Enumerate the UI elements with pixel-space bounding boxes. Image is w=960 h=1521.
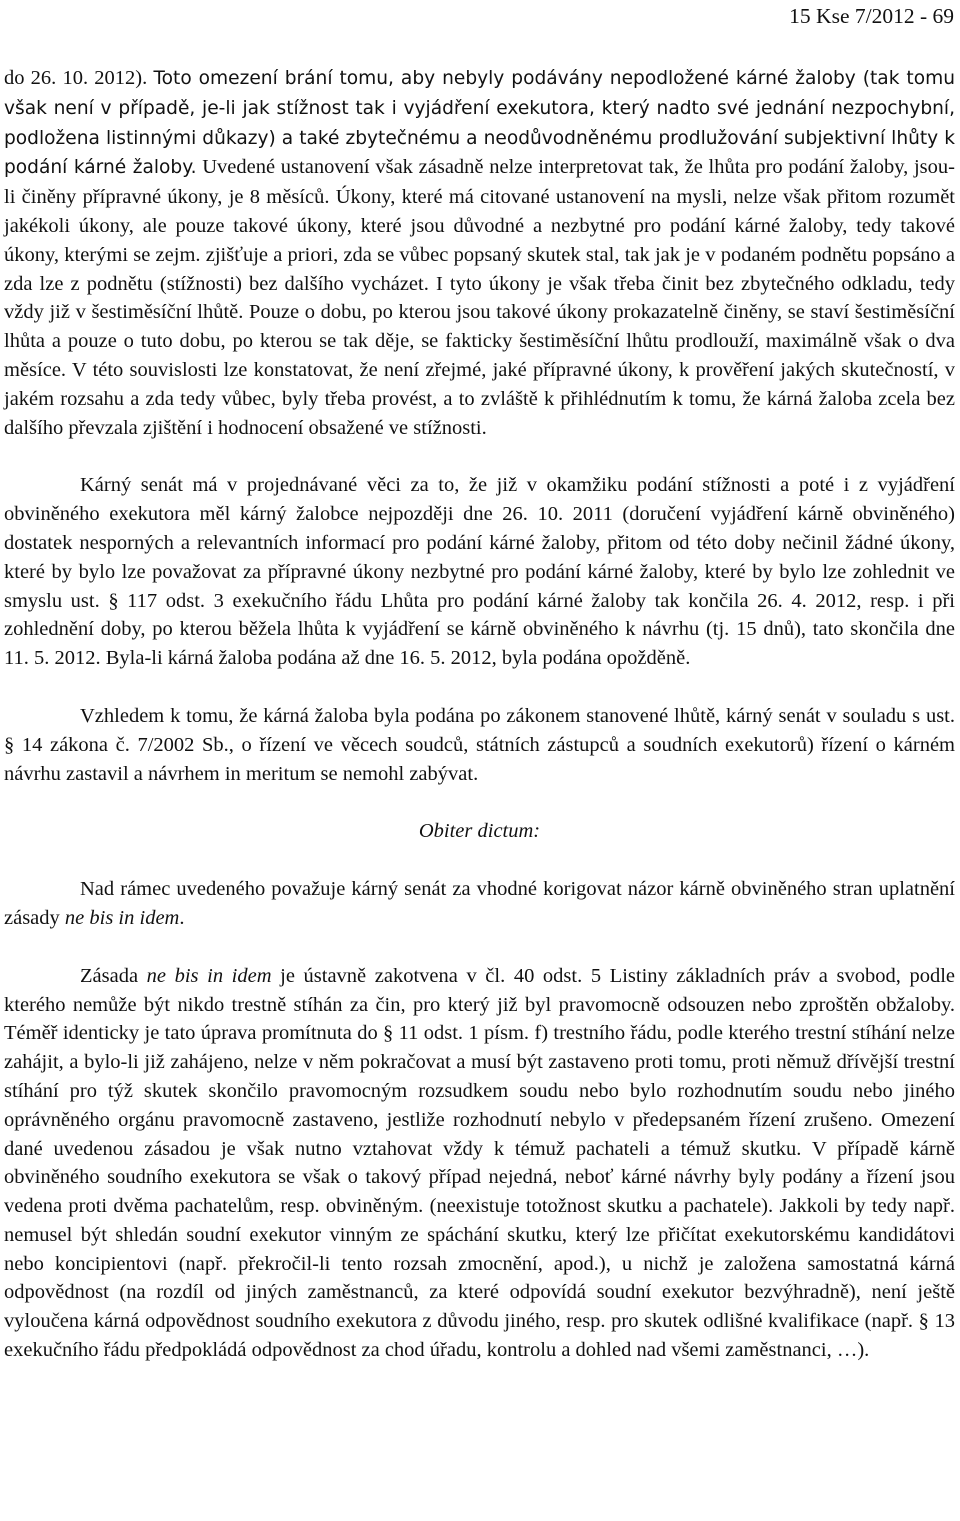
paragraph-2: Kárný senát má v projednávané věci za to, že již v okamžiku podání stížnosti a poté i z vyjádření obviněného exekutora měl kárný žalobce nejpozději dne 26. 10. 2011 (doručení vyjádření kárně obviněného) dostatek nesporných a relevantních informací pro podání kárné žaloby, přitom od této doby nečinil žádné úkony, které by bylo lze považovat za přípravné úkony nezbytné pro podání kárné žaloby, které by bylo lze zohlednit ve smyslu ust. § 117 odst. 3 exekučního řádu Lhůta pro podání kárné žaloby tak končila 26. 4. 2012, resp. i při zohlednění doby, po kterou běžela lhůta k vyjádření se kárně obviněného k návrhu (tj. 15 dnů), tato skončila dne 11. 5. 2012. Byla-li kárná žaloba podána až dne 16. 5. 2012, byla podána opožděně.: [4, 474, 955, 670]
paragraph-1-rest: Uvedené ustanovení však zásadně nelze interpretovat tak, že lhůta pro podání žaloby, jsou-li činěny přípravné úkony, je 8 měsíců. Úkony, které má citované ustanovení na mysli, nelze však přitom rozumět jakékoli úkony, ale pouze takové úkony, které jsou důvodné a nezbytné pro podání kárné žaloby, tedy takové úkony, kterými se zejm. zjišťuje a priori, zda se vůbec popsaný skutek stal, tak jak je v podaném podnětu popsáno a zda lze z podnětu (stížnosti) bez dalšího vycházet. I tyto úkony je však třeba činit bez zbytečného odkladu, tedy vždy již v šestiměsíční lhůtě. Pouze o dobu, po kterou jsou takové úkony prokazatelně činěny, se staví šestiměsíční lhůta a pouze o tuto dobu, po kterou se tak děje, se fakticky šestiměsíční lhůtu prodlouží, maximálně však o dva měsíce. V této souvislosti lze konstatovat, že není zřejmé, jaké přípravné úkony, k prověření jakých skutečností, v jakém rozsahu a zda tedy vůbec, byly třeba provést, a to zvláště k přihlédnutím k tomu, že kárná žaloba zcela bez dalšího převzala zjištění i hodnocení obsažené ve stížnosti.: [4, 156, 955, 439]
page-header: 15 Kse 7/2012 - 69: [789, 4, 954, 28]
paragraph-4: [4, 875, 955, 933]
obiter-dictum-heading: [4, 817, 955, 846]
paragraph-4-text: Nad rámec uvedeného považuje kárný senát za vhodné korigovat názor kárně obviněného stran uplatnění zásady: [4, 878, 955, 929]
document-body: [4, 64, 955, 1365]
paragraph-5: [4, 962, 955, 1365]
paragraph-1: [4, 64, 955, 442]
paragraph-4-latin-term: ne bis in idem: [64, 906, 180, 929]
paragraph-5-start: Zásada: [80, 964, 147, 987]
paragraph-3: Vzhledem k tomu, že kárná žaloba byla podána po zákonem stanovené lhůtě, kárný senát v souladu s ust. § 14 zákona č. 7/2002 Sb., o řízení ve věcech soudců, státních zástupců a soudních exekutorů) řízení o kárném návrhu zastavil a návrhem in meritum se nemohl zabývat.: [4, 704, 955, 785]
paragraph-5-text: je ústavně zakotvena v čl. 40 odst. 5 Listiny základních práv a svobod, podle kterého nemůže být nikdo trestně stíhán za čin, pro který již byl pravomocně odsouzen nebo zproštěn obžaloby. Téměř identicky je tato úprava promítnuta do § 11 odst. 1 písm. f) trestního řádu, podle kterého trestní stíhání nelze zahájit, a bylo-li již zahájeno, nelze v něm pokračovat a musí být zastaveno proti tomu, proti němuž dřívější trestní stíhání pro týž skutek skončilo pravomocným rozsudkem soudu nebo bylo rozhodnutím soudu nebo jiného oprávněného orgánu pravomocně zastaveno, jestliže rozhodnutí nebylo v předepsaném řízení zrušeno. Omezení dané uvedenou zásadou je však nutno vztahovat vždy k témuž pachateli a témuž skutku. V případě kárně obviněného soudního exekutora se však o takový případ nejedná, neboť kárné návrhy byly podány a řízení jsou vedena proti dvěma pachatelům, resp. obviněným. (neexistuje totožnost skutku a pachatele). Jakkoli by tedy např. nemusel být shledán soudní exekutor vinným ze spáchání skutku, který lze přičítat exekutorskému kandidátovi nebo koncipientovi (např. překročil-li tento rozsah zmocnění, apod.), u nichž je založena samostatná kárná odpovědnost (na rozdíl od jiných zaměstnanců, za které odpovídá soudní exekutor bezvýhradně), není ještě vyloučena kárná odpovědnost soudního exekutora z důvodu jiného, resp. pro skutek odlišné kvalifikace (např. § 13 exekučního řádu předpokládá odpovědnost za chod úřadu, kontrolu a dohled nad všemi zaměstnanci, …).: [4, 964, 955, 1362]
paragraph-1-lead: do 26. 10. 2012).: [4, 67, 154, 89]
obiter-dictum-title: Obiter dictum:: [418, 820, 541, 843]
paragraph-4-end: .: [179, 906, 185, 929]
paragraph-1-sans-segment: Toto omezení brání tomu, aby nebyly podávány nepodložené kárné žaloby (tak tomu však není v případě, je-li jak stížnost tak i vyjádření exekutora, který nadto své jednání nezpochybní, podložena listinnými důkazy) a také zbytečnému a neodůvodněnému prodlužování subjektivní lhůty k podání kárné žaloby.: [4, 68, 955, 179]
paragraph-5-latin-term: ne bis in idem: [146, 964, 272, 987]
